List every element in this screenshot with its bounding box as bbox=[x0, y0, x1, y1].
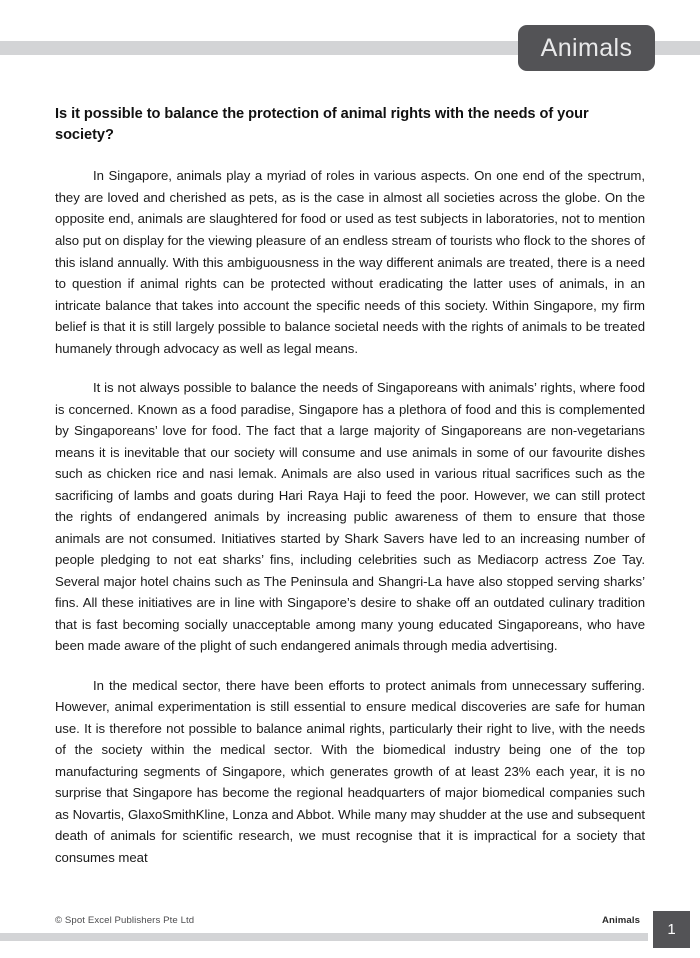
chapter-tab-label: Animals bbox=[540, 33, 633, 62]
footer-copyright: © Spot Excel Publishers Pte Ltd bbox=[55, 915, 195, 926]
footer-chapter-label: Animals bbox=[602, 915, 641, 926]
body-paragraph: In the medical sector, there have been efforts to protect animals from unnecessary suffering. However, animal experimentation is still essential to ensure medical discoveries are safe for human use. It is therefore not possible to balance animal rights, particularly their right to live, with the needs of the society within the medical sector. With the biomedical industry being one of the top manufacturing segments of Singapore, which generates growth of at least 23% each year, it is no surprise that Singapore has become the regional headquarters of major biomedical companies such as Novartis, GlaxoSmithKline, Lonza and Abbot. While many may shudder at the use and subsequent death of animals for scientific research, we must recognise that it is impractical for a society that consumes meat bbox=[55, 677, 645, 865]
document-body bbox=[55, 104, 645, 868]
footer-rule bbox=[0, 933, 648, 941]
body-paragraph: It is not always possible to balance the needs of Singaporeans with animals’ rights, where food is concerned. Known as a food paradise, Singapore has a plethora of food and this is complemented by Singaporeans’ love for food. The fact that a large majority of Singaporeans are non-vegetarians means it is inevitable that our society will consume and use animals in some of our favourite dishes such as chicken rice and nasi lemak. Animals are also used in various ritual sacrifices such as the sacrificing of lambs and goats during Hari Raya Haji to feed the poor. However, we can still protect the rights of endangered animals by increasing public awareness of them to ensure that those animals are not consumed. Initiatives started by Shark Savers have led to an increasing number of people pledging to not eat sharks’ fins, including celebrities such as Mediacorp actress Zoe Tay. Several major hotel chains such as The Peninsula and Shangri-La have also stopped serving sharks’ fins. All these initiatives are in line with Singapore’s desire to shake off an outdated culinary tradition that is fast becoming socially unacceptable among many young educated Singaporeans, who have been made aware of the plight of such endangered animals through media advertising. bbox=[55, 380, 645, 654]
chapter-tab bbox=[518, 25, 655, 71]
essay-title: Is it possible to balance the protection of animal rights with the needs of your society? bbox=[55, 106, 589, 143]
page-number-box bbox=[653, 911, 690, 948]
body-paragraph: In Singapore, animals play a myriad of roles in various aspects. On one end of the spectrum, they are loved and cherished as pets, as is the case in almost all societies across the globe. On the opposite end, animals are slaughtered for food or used as test subjects in laboratories, not to mention also put on display for the viewing pleasure of an endless stream of tourists who flock to the shores of this island annually. With this ambiguousness in the way different animals are treated, there is a need to question if animal rights can be protected without eradicating the latter uses of animals, in an intricate balance that takes into account the specific needs of this society. Within Singapore, my firm belief is that it is still largely possible to balance societal needs with the rights of animals to be treated humanely through advocacy as well as legal means. bbox=[55, 168, 645, 356]
page-number-label: 1 bbox=[667, 921, 676, 938]
